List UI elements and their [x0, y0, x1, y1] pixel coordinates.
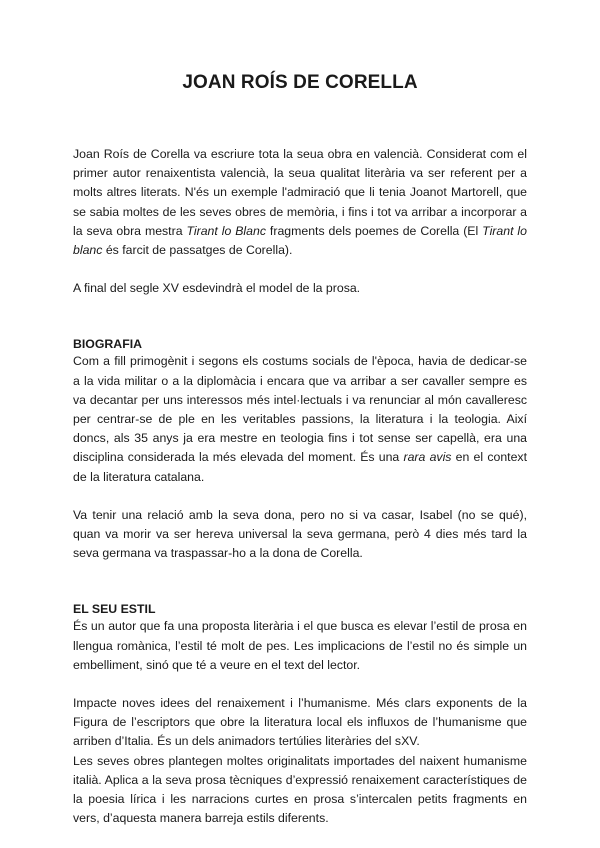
- intro-italic-title-1: Tirant lo Blanc: [186, 223, 266, 238]
- intro-text-1: Joan Roís de Corella va escriure tota la seua obra en valencià. Considerat com el primer autor renaixentista valencià, la seua qualitat literària va ser referent per a molts altres literats. N'és un exemple l'admiració que li tenia Joanot Martorell, que se sabia moltes de les seves obres de memòria, i fins i tot va arribar a incorporar a la seva obra mestra: [73, 147, 527, 238]
- estil-heading: EL SEU ESTIL: [73, 602, 156, 617]
- intro-paragraph-2: A final del segle XV esdevindrà el model de la prosa.: [73, 281, 361, 296]
- biografia-text-1: Com a fill primogènit i segons els costums socials de l'època, havia de dedicar-se a la vida militar o a la diplomàcia i encara que va arribar a ser cavaller sempre es va decantar per uns interessos més intel·lectuals i va renunciar al món cavalleresc per centrar-se de ple en les veritables passions, la literatura i la teologia. Així doncs, als 35 anys ja era mestre en teologia fins i tot sense ser capellà, era una disciplina considerada la més elevada del moment. És una: [73, 354, 527, 465]
- biografia-italic: rara avis: [403, 450, 452, 465]
- document-body: [73, 145, 527, 828]
- biografia-paragraph-2: Va tenir una relació amb la seva dona, pero no si va casar, Isabel (no se qué), quan va morir va ser hereva universal la seva germana, però 4 dies més tard la seva germana va traspassar-ho a la dona de Corella.: [73, 507, 527, 561]
- biografia-heading: BIOGRAFIA: [73, 337, 142, 352]
- biografia-paragraph: [73, 352, 527, 486]
- estil-paragraph-3: Les seves obres plantegen moltes originalitats importades del naixent humanisme italià. Aplica a la seva prosa tècniques d’expressió renaixement característiques de la poesia lírica i les narracions curtes en prosa s’intercalen petits fragments en vers, d’aquesta manera barreja estils diferents.: [73, 753, 527, 826]
- page-title: JOAN ROÍS DE CORELLA: [182, 72, 418, 93]
- estil-paragraph-2: Impacte noves idees del renaixement i l’humanisme. Més clars exponents de la Figura de l’escriptors que obre la literatura local els influxos de l’humanisme que arriben d’Italia. És un dels animadors tertúlies literàries del sXV.: [73, 696, 527, 749]
- intro-text-3: és farcit de passatges de Corella).: [102, 243, 293, 258]
- biografia-text-2: en el context de la literatura catalana.: [73, 450, 527, 484]
- intro-text-2: fragments dels poemes de Corella (El: [266, 223, 483, 238]
- intro-italic-title-2: Tirant lo blanc: [73, 223, 527, 258]
- intro-paragraph: [73, 145, 527, 260]
- estil-paragraph-1: És un autor que fa una proposta literària i el que busca es elevar l’estil de prosa en llengua romànica, l’estil té molt de pes. Les implicacions de l’estil no és simple un embelliment, sinó que té a veure en el text del lector.: [73, 619, 527, 672]
